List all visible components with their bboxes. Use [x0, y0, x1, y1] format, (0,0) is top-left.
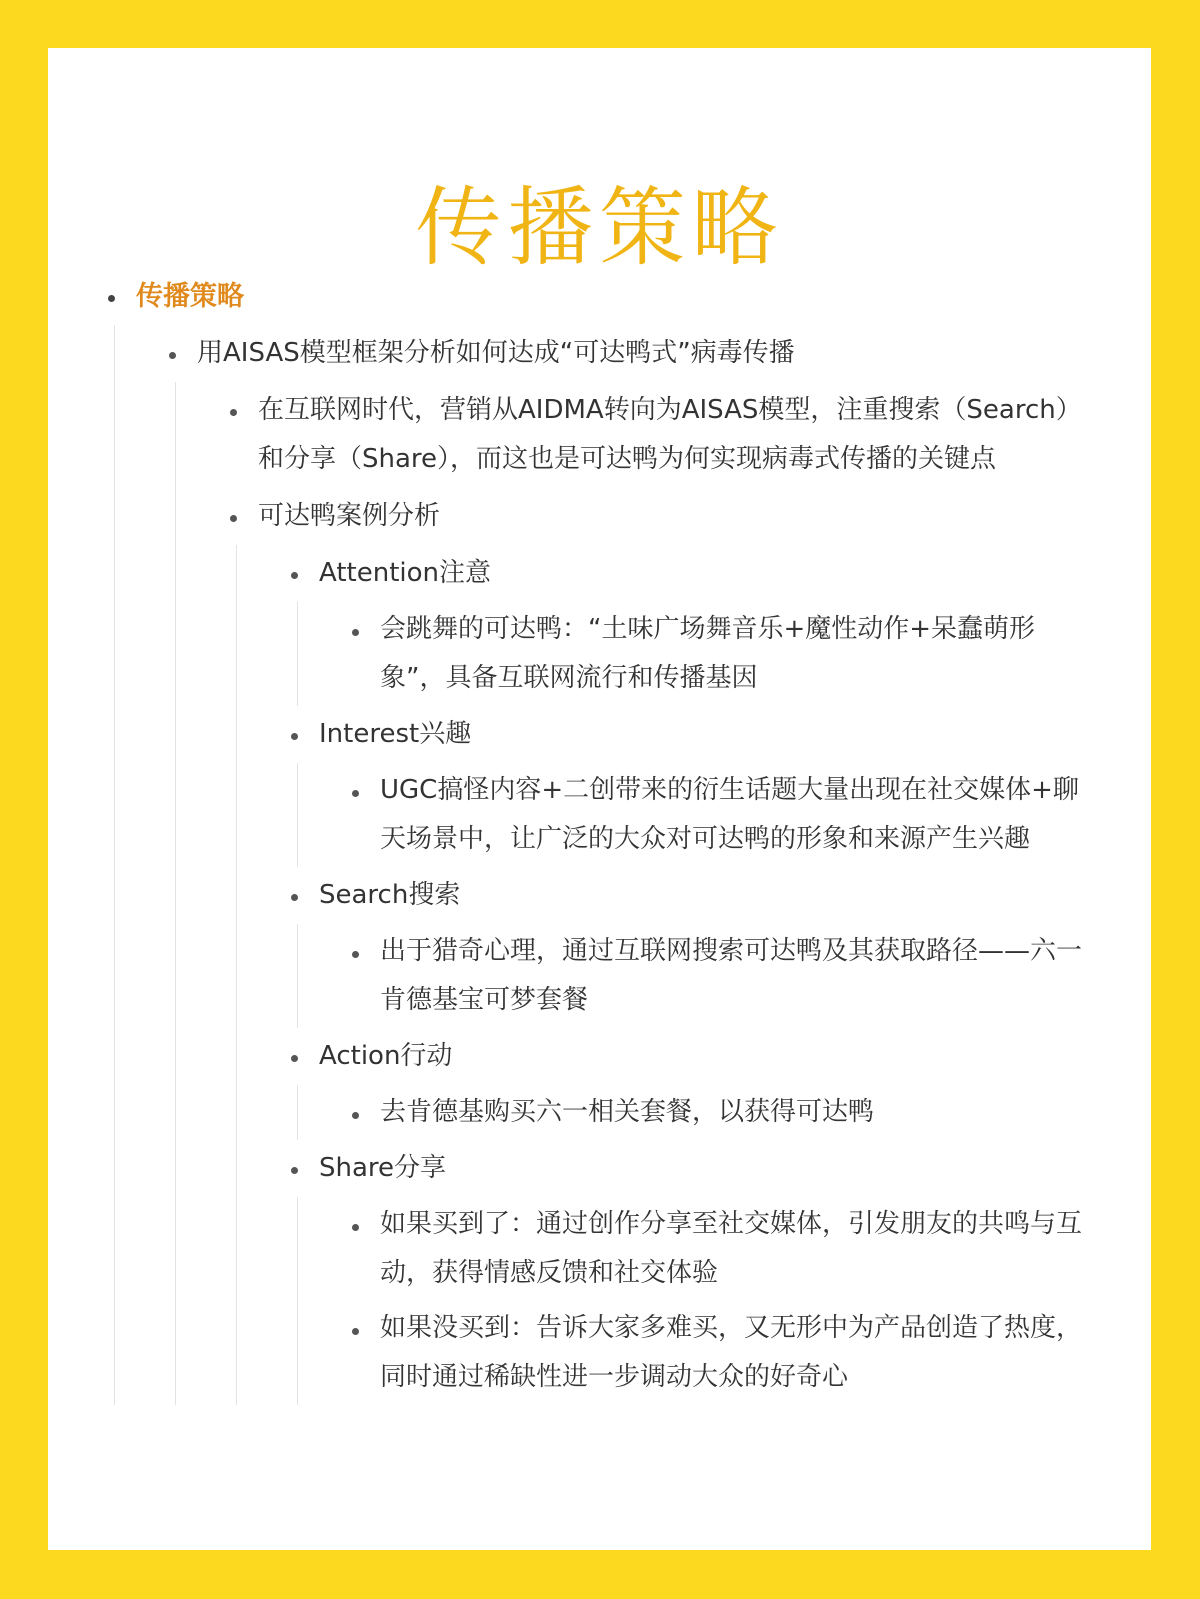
bullet-dot-icon: [230, 409, 237, 416]
bullet-dot-icon: [352, 790, 359, 797]
stage-point-text: 去肯德基购买六一相关套餐，以获得可达鸭: [380, 1097, 875, 1127]
outline-intro-row[interactable]: [226, 382, 1094, 488]
stage-point: [348, 924, 1094, 1028]
outline-case-row[interactable]: [226, 488, 1094, 545]
stage-node-action: [287, 1028, 1094, 1140]
outline-level1-node: [165, 325, 1094, 1405]
stage-row-search[interactable]: [287, 867, 1094, 924]
stage-point-text: 出于猎奇心理，通过互联网搜索可达鸭及其获取路径——六一肯德基宝可梦套餐: [380, 936, 1083, 1015]
stage-point-text: 如果没买到：告诉大家多难买，又无形中为产品创造了热度，同时通过稀缺性进一步调动大众的好奇心: [380, 1313, 1083, 1392]
stage-point-row[interactable]: [348, 1301, 1094, 1405]
outline-level1-label: 用AISAS模型框架分析如何达成“可达鸭式”病毒传播: [197, 338, 795, 368]
bullet-dot-icon: [352, 951, 359, 958]
bullet-dot-icon: [230, 515, 237, 522]
stage-node-search: [287, 867, 1094, 1028]
outline-intro-node: [226, 382, 1094, 488]
stage-point-text: 会跳舞的可达鸭：“土味广场舞音乐+魔性动作+呆蠢萌形象”，具备互联网流行和传播基因: [380, 614, 1036, 693]
stage-point-text: 如果买到了：通过创作分享至社交媒体，引发朋友的共鸣与互动，获得情感反馈和社交体验: [380, 1209, 1083, 1288]
outline-level1-row[interactable]: [165, 325, 1094, 382]
content-card: [48, 48, 1151, 1550]
stage-point-row[interactable]: [348, 924, 1094, 1028]
stage-row-action[interactable]: [287, 1028, 1094, 1085]
stage-point-row[interactable]: [348, 1197, 1094, 1301]
stage-label: Search搜索: [319, 880, 461, 910]
stage-node-share: [287, 1140, 1094, 1405]
bullet-dot-icon: [352, 1112, 359, 1119]
stage-row-share[interactable]: [287, 1140, 1094, 1197]
bullet-dot-icon: [291, 1055, 298, 1062]
mind-map-outline: [104, 268, 1094, 1405]
stage-point-list: [297, 602, 1094, 706]
stage-point-list: [297, 1085, 1094, 1140]
outline-level2-list: [175, 382, 1094, 1405]
outline-case-heading: 可达鸭案例分析: [258, 501, 441, 531]
bullet-dot-icon: [291, 733, 298, 740]
bullet-dot-icon: [291, 572, 298, 579]
stage-point-row[interactable]: [348, 602, 1094, 706]
stage-point-list: [297, 1197, 1094, 1405]
stage-point-list: [297, 763, 1094, 867]
outline-level1-list: [114, 325, 1094, 1405]
bullet-dot-icon: [352, 1328, 359, 1335]
outline-intro-text: 在互联网时代，营销从AIDMA转向为AISAS模型，注重搜索（Search）和分享（Share），而这也是可达鸭为何实现病毒式传播的关键点: [258, 395, 1082, 474]
stage-node-interest: [287, 706, 1094, 867]
bullet-dot-icon: [108, 295, 115, 302]
stage-point: [348, 1301, 1094, 1405]
outline-case-node: [226, 488, 1094, 1405]
bullet-dot-icon: [352, 1224, 359, 1231]
stage-row-attention[interactable]: [287, 545, 1094, 602]
outline-root-row[interactable]: [104, 268, 1094, 325]
stage-point-text: UGC搞怪内容+二创带来的衍生话题大量出现在社交媒体+聊天场景中，让广泛的大众对可达鸭的形象和来源产生兴趣: [380, 775, 1079, 854]
bullet-dot-icon: [291, 1167, 298, 1174]
stage-label: Attention注意: [319, 558, 491, 588]
bullet-dot-icon: [352, 629, 359, 636]
stage-point: [348, 1197, 1094, 1301]
stage-label: Share分享: [319, 1153, 447, 1183]
bullet-dot-icon: [291, 894, 298, 901]
outline-root-node: [104, 268, 1094, 1405]
stage-label: Interest兴趣: [319, 719, 472, 749]
stage-point: [348, 1085, 1094, 1140]
stage-row-interest[interactable]: [287, 706, 1094, 763]
stage-point: [348, 602, 1094, 706]
stage-point-row[interactable]: [348, 1085, 1094, 1140]
stage-node-attention: [287, 545, 1094, 706]
stage-point-row[interactable]: [348, 763, 1094, 867]
outline-root-list: [104, 268, 1094, 1405]
outline-root-label: 传播策略: [136, 281, 244, 312]
outline-stage-list: [236, 545, 1094, 1405]
stage-point: [348, 763, 1094, 867]
page-title: 传播策略: [415, 178, 784, 278]
stage-point-list: [297, 924, 1094, 1028]
stage-label: Action行动: [319, 1041, 453, 1071]
bullet-dot-icon: [169, 352, 176, 359]
